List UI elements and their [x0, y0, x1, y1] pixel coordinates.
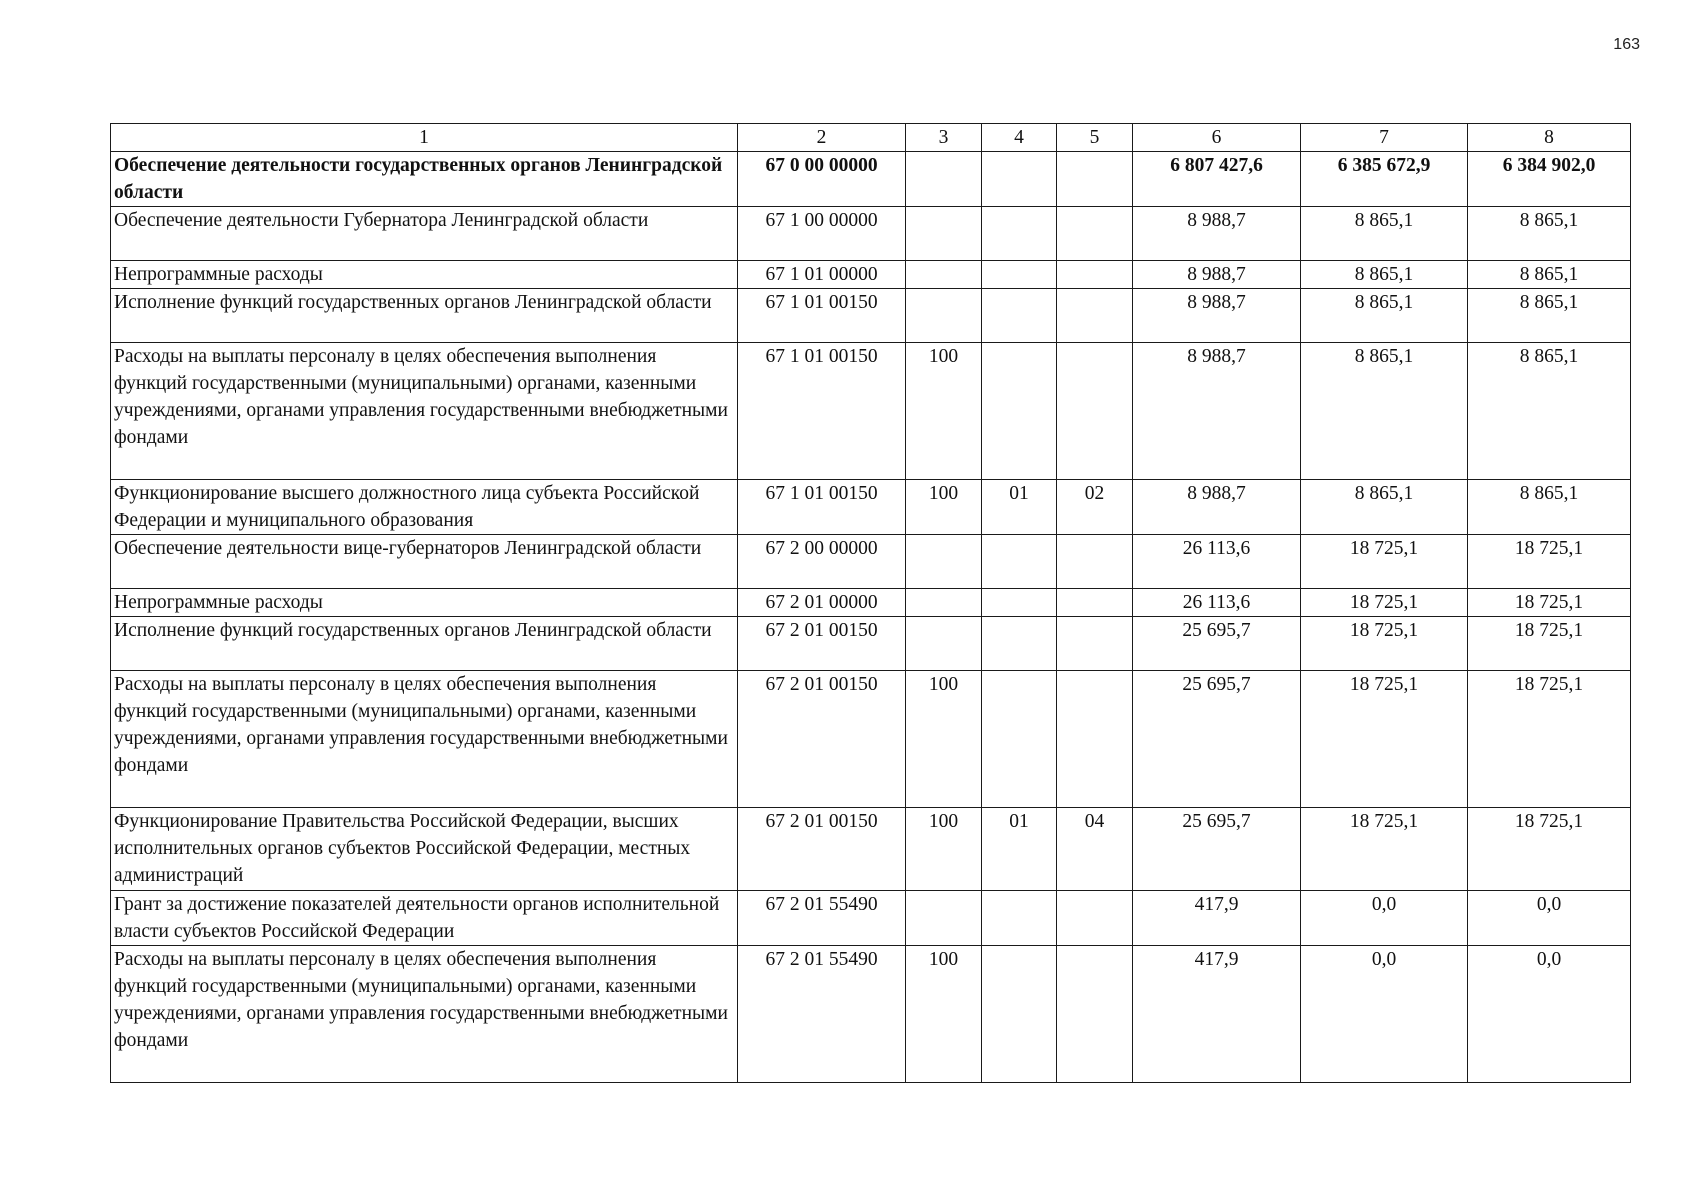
table-row [111, 535, 1631, 589]
row-amount-col6: 8 988,7 [1133, 480, 1301, 535]
row-expense-type [906, 589, 982, 617]
row-subsection [1057, 891, 1133, 946]
row-target-code: 67 2 01 00150 [738, 617, 906, 671]
row-amount-col7: 8 865,1 [1301, 343, 1468, 480]
row-expense-type: 100 [906, 671, 982, 808]
row-amount-col7: 0,0 [1301, 946, 1468, 1083]
row-subsection [1057, 152, 1133, 207]
table-row [111, 289, 1631, 343]
row-section [982, 289, 1057, 343]
table-row [111, 589, 1631, 617]
row-name: Непрограммные расходы [111, 261, 738, 289]
row-name: Грант за достижение показателей деятельности органов исполнительной власти субъектов Российской Федерации [111, 891, 738, 946]
table-row [111, 946, 1631, 1083]
row-target-code: 67 2 01 00150 [738, 808, 906, 891]
row-section [982, 261, 1057, 289]
row-amount-col6: 25 695,7 [1133, 617, 1301, 671]
row-target-code: 67 1 01 00150 [738, 480, 906, 535]
header-cell: 8 [1468, 124, 1631, 152]
row-amount-col7: 18 725,1 [1301, 535, 1468, 589]
row-amount-col7: 6 385 672,9 [1301, 152, 1468, 207]
row-amount-col8: 8 865,1 [1468, 261, 1631, 289]
row-expense-type [906, 617, 982, 671]
row-amount-col7: 18 725,1 [1301, 617, 1468, 671]
row-target-code: 67 1 01 00150 [738, 343, 906, 480]
table-row [111, 671, 1631, 808]
row-name: Исполнение функций государственных органов Ленинградской области [111, 617, 738, 671]
row-amount-col7: 8 865,1 [1301, 261, 1468, 289]
row-section [982, 535, 1057, 589]
table-row [111, 152, 1631, 207]
row-expense-type: 100 [906, 808, 982, 891]
row-name: Обеспечение деятельности государственных органов Ленинградской области [111, 152, 738, 207]
budget-table [110, 123, 1631, 1083]
row-target-code: 67 2 01 00150 [738, 671, 906, 808]
row-target-code: 67 1 01 00150 [738, 289, 906, 343]
row-target-code: 67 2 01 55490 [738, 946, 906, 1083]
header-cell: 3 [906, 124, 982, 152]
row-name: Обеспечение деятельности Губернатора Ленинградской области [111, 207, 738, 261]
row-target-code: 67 2 00 00000 [738, 535, 906, 589]
row-subsection [1057, 343, 1133, 480]
row-amount-col8: 8 865,1 [1468, 343, 1631, 480]
row-amount-col6: 417,9 [1133, 946, 1301, 1083]
row-name: Функционирование Правительства Российской Федерации, высших исполнительных органов субъектов Российской Федерации, местных администраций [111, 808, 738, 891]
row-amount-col8: 8 865,1 [1468, 207, 1631, 261]
row-amount-col6: 26 113,6 [1133, 535, 1301, 589]
row-subsection [1057, 261, 1133, 289]
table-row [111, 207, 1631, 261]
row-amount-col8: 18 725,1 [1468, 617, 1631, 671]
header-row [111, 124, 1631, 152]
header-cell: 7 [1301, 124, 1468, 152]
row-target-code: 67 1 00 00000 [738, 207, 906, 261]
row-subsection [1057, 946, 1133, 1083]
row-section [982, 946, 1057, 1083]
row-amount-col7: 0,0 [1301, 891, 1468, 946]
row-section [982, 891, 1057, 946]
row-subsection [1057, 589, 1133, 617]
row-amount-col8: 8 865,1 [1468, 480, 1631, 535]
table-row [111, 343, 1631, 480]
row-section [982, 671, 1057, 808]
row-target-code: 67 2 01 55490 [738, 891, 906, 946]
row-name: Обеспечение деятельности вице-губернаторов Ленинградской области [111, 535, 738, 589]
row-amount-col7: 8 865,1 [1301, 289, 1468, 343]
row-amount-col6: 8 988,7 [1133, 343, 1301, 480]
table-row [111, 617, 1631, 671]
header-cell: 1 [111, 124, 738, 152]
row-expense-type [906, 207, 982, 261]
row-name: Расходы на выплаты персоналу в целях обеспечения выполнения функций государственными (муниципальными) органами, казенными учреждениями, органами управления государственными внебюджетными фондами [111, 343, 738, 480]
row-section [982, 207, 1057, 261]
row-expense-type [906, 261, 982, 289]
row-section: 01 [982, 480, 1057, 535]
row-expense-type: 100 [906, 343, 982, 480]
row-name: Расходы на выплаты персоналу в целях обеспечения выполнения функций государственными (муниципальными) органами, казенными учреждениями, органами управления государственными внебюджетными фондами [111, 671, 738, 808]
table-row [111, 261, 1631, 289]
row-amount-col6: 8 988,7 [1133, 289, 1301, 343]
row-amount-col6: 25 695,7 [1133, 671, 1301, 808]
row-amount-col8: 18 725,1 [1468, 535, 1631, 589]
row-amount-col6: 25 695,7 [1133, 808, 1301, 891]
row-subsection [1057, 207, 1133, 261]
row-amount-col7: 18 725,1 [1301, 671, 1468, 808]
header-cell: 2 [738, 124, 906, 152]
table-row [111, 808, 1631, 891]
row-amount-col6: 8 988,7 [1133, 261, 1301, 289]
row-name: Расходы на выплаты персоналу в целях обеспечения выполнения функций государственными (муниципальными) органами, казенными учреждениями, органами управления государственными внебюджетными фондами [111, 946, 738, 1083]
row-section [982, 152, 1057, 207]
row-amount-col6: 6 807 427,6 [1133, 152, 1301, 207]
row-section [982, 343, 1057, 480]
row-target-code: 67 1 01 00000 [738, 261, 906, 289]
row-subsection: 04 [1057, 808, 1133, 891]
table-row [111, 480, 1631, 535]
row-name: Непрограммные расходы [111, 589, 738, 617]
row-amount-col6: 417,9 [1133, 891, 1301, 946]
row-subsection [1057, 617, 1133, 671]
header-cell: 4 [982, 124, 1057, 152]
row-amount-col8: 8 865,1 [1468, 289, 1631, 343]
row-amount-col8: 18 725,1 [1468, 671, 1631, 808]
row-amount-col8: 0,0 [1468, 891, 1631, 946]
row-target-code: 67 2 01 00000 [738, 589, 906, 617]
row-expense-type [906, 535, 982, 589]
row-amount-col8: 6 384 902,0 [1468, 152, 1631, 207]
page-number: 163 [1613, 36, 1640, 53]
row-subsection [1057, 535, 1133, 589]
row-target-code: 67 0 00 00000 [738, 152, 906, 207]
row-name: Исполнение функций государственных органов Ленинградской области [111, 289, 738, 343]
row-section: 01 [982, 808, 1057, 891]
row-expense-type [906, 891, 982, 946]
row-section [982, 589, 1057, 617]
row-expense-type [906, 289, 982, 343]
row-amount-col8: 0,0 [1468, 946, 1631, 1083]
row-amount-col7: 18 725,1 [1301, 808, 1468, 891]
table-row [111, 891, 1631, 946]
row-subsection: 02 [1057, 480, 1133, 535]
row-section [982, 617, 1057, 671]
row-name: Функционирование высшего должностного лица субъекта Российской Федерации и муниципального образования [111, 480, 738, 535]
row-amount-col6: 8 988,7 [1133, 207, 1301, 261]
row-subsection [1057, 289, 1133, 343]
row-amount-col8: 18 725,1 [1468, 589, 1631, 617]
row-amount-col8: 18 725,1 [1468, 808, 1631, 891]
row-subsection [1057, 671, 1133, 808]
row-amount-col6: 26 113,6 [1133, 589, 1301, 617]
row-amount-col7: 8 865,1 [1301, 480, 1468, 535]
header-cell: 5 [1057, 124, 1133, 152]
header-cell: 6 [1133, 124, 1301, 152]
row-expense-type: 100 [906, 946, 982, 1083]
row-expense-type: 100 [906, 480, 982, 535]
row-amount-col7: 8 865,1 [1301, 207, 1468, 261]
row-expense-type [906, 152, 982, 207]
row-amount-col7: 18 725,1 [1301, 589, 1468, 617]
